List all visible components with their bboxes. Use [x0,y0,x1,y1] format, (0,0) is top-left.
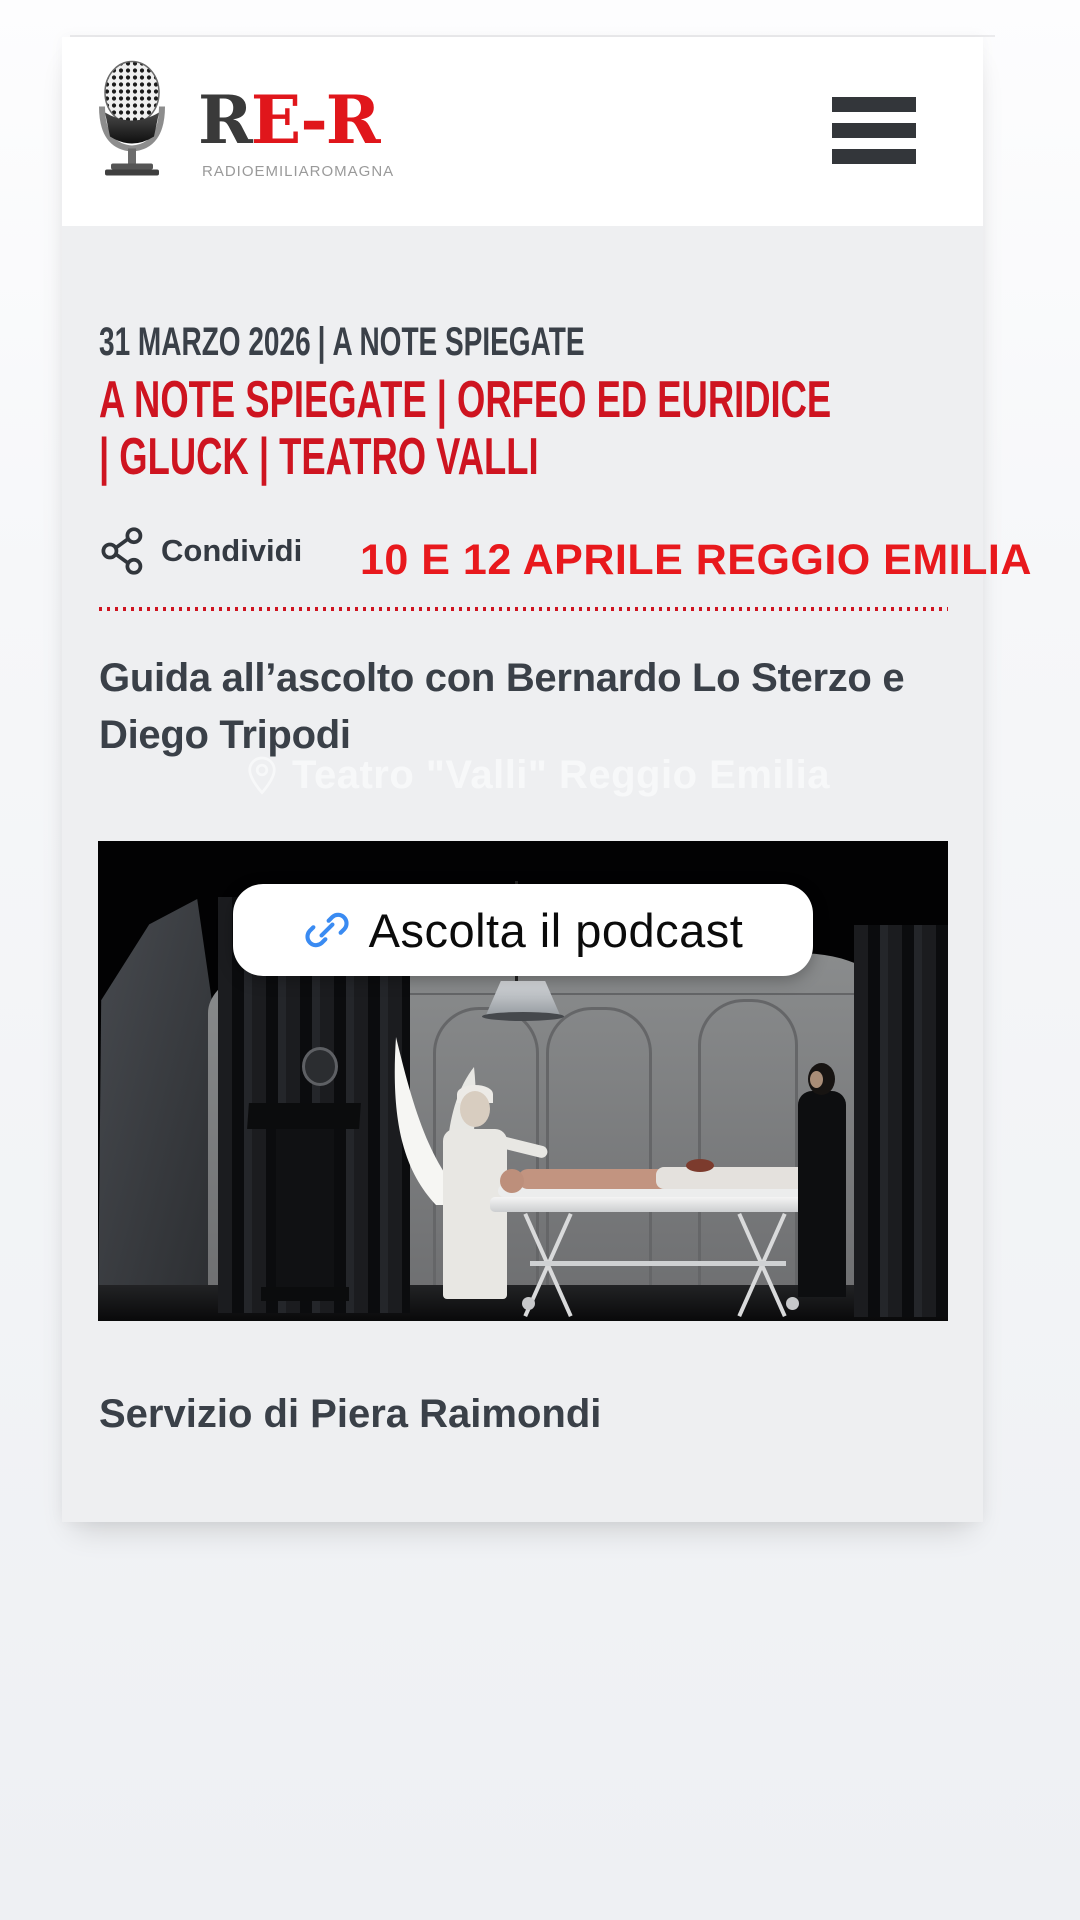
angel-figure-head [460,1091,490,1127]
brand-letter-dark: R [198,81,251,159]
podium-top [247,1103,361,1129]
hamburger-bar [832,149,916,164]
door-panel [698,999,798,1305]
hamburger-menu-icon[interactable] [832,97,916,164]
gurney-crossbar [530,1261,786,1266]
lamp-rim [482,1012,564,1021]
podium-column [276,1129,334,1299]
site-logo[interactable] [90,59,410,209]
gurney-wheel [522,1297,535,1310]
stage-curtain-right [854,925,948,1317]
article-byline: Servizio di Piera Raimondi [99,1392,602,1436]
patient-sheet [656,1167,810,1189]
podcast-link-sticker[interactable] [233,884,813,976]
microphone-icon [90,59,190,177]
man-in-black-body [798,1091,846,1297]
article-category: A NOTE SPIEGATE [332,320,585,364]
angel-figure-coat [443,1129,507,1299]
man-in-black-face [810,1071,823,1088]
location-sticker [246,753,830,798]
gurney-top [490,1197,820,1212]
share-nodes-icon [99,527,147,575]
brand-tagline: RADIOEMILIAROMAGNA [202,163,395,180]
hamburger-bar [832,97,916,112]
brand-wordmark [198,81,379,159]
site-header [62,37,983,226]
article-title: A NOTE SPIEGATE | ORFEO ED EURIDICE | GLUCK | TEATRO VALLI [99,371,832,486]
location-label: Teatro "Valli" Reggio Emilia [292,753,830,797]
meta-separator: | [317,320,326,364]
article-card [62,37,1032,1522]
dotted-divider [99,607,948,611]
share-button[interactable] [99,527,302,575]
article-meta [99,320,585,365]
event-dates-overlay: 10 E 12 APRILE REGGIO EMILIA [360,536,1032,584]
podium-base [261,1287,349,1301]
article-intro: Guida all’ascolto con Bernardo Lo Sterzo e Diego Tripodi [99,656,905,757]
prop-bowl [686,1159,714,1172]
article-date: 31 MARZO 2026 [99,320,311,364]
link-chain-icon [303,906,351,954]
gurney-wheel [786,1297,799,1310]
hamburger-bar [832,123,916,138]
map-pin-icon [246,756,278,796]
stage-clock [302,1047,338,1086]
share-label: Condividi [161,533,303,568]
podcast-link-label: Ascolta il podcast [368,903,744,957]
patient-head [500,1169,524,1193]
brand-letters-red: E-R [250,81,379,159]
